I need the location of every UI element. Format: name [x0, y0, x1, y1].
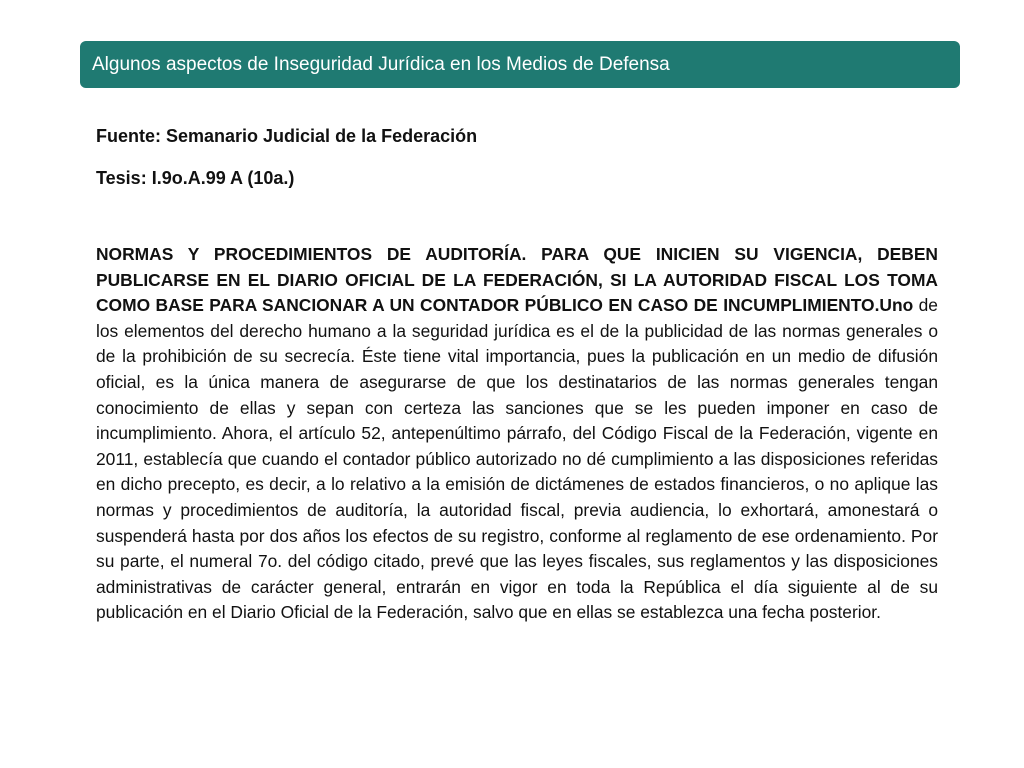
source-line: Fuente: Semanario Judicial de la Federación	[96, 126, 478, 146]
thesis-body	[96, 242, 938, 626]
thesis-text: de los elementos del derecho humano a la seguridad jurídica es el de la publicidad de las normas generales o de la prohibición de su secrecía. Éste tiene vital importancia, pues la publicación en un medio de difusión oficial, es la única manera de asegurarse de que los destinatarios de las normas generales tengan conocimiento de ellas y sepan con certeza las sanciones que se les pueden imponer en caso de incumplimiento. Ahora, el artículo 52, antepenúltimo párrafo, del Código Fiscal de la Federación, vigente en 2011, establecía que cuando el contador público autorizado no dé cumplimiento a las disposiciones referidas en dicho precepto, es decir, a lo relativo a la emisión de dictámenes de estados financieros, o no aplique las normas y procedimientos de auditoría, la autoridad fiscal, previa audiencia, lo exhortará, amonestará o suspenderá hasta por dos años los efectos de su registro, conforme al reglamento de ese ordenamiento. Por su parte, el numeral 7o. del código citado, prevé que las leyes fiscales, sus reglamentos y las disposiciones administrativas de carácter general, entrarán en vigor en toda la República el día siguiente al de su publicación en el Diario Oficial de la Federación, salvo que en ellas se establezca una fecha posterior.	[96, 295, 938, 623]
slide-title: Algunos aspectos de Inseguridad Jurídica en los Medios de Defensa	[92, 53, 670, 75]
thesis-heading: NORMAS Y PROCEDIMIENTOS DE AUDITORÍA. PARA QUE INICIEN SU VIGENCIA, DEBEN PUBLICARSE EN EL DIARIO OFICIAL DE LA FEDERACIÓN, SI LA AUTORIDAD FISCAL LOS TOMA COMO BASE PARA SANCIONAR A UN CONTADOR PÚBLICO EN CASO DE INCUMPLIMIENTO.Uno	[96, 244, 938, 316]
slide-title-bar	[80, 41, 960, 88]
thesis-line: Tesis: I.9o.A.99 A (10a.)	[96, 168, 295, 188]
slide-content	[96, 124, 938, 626]
